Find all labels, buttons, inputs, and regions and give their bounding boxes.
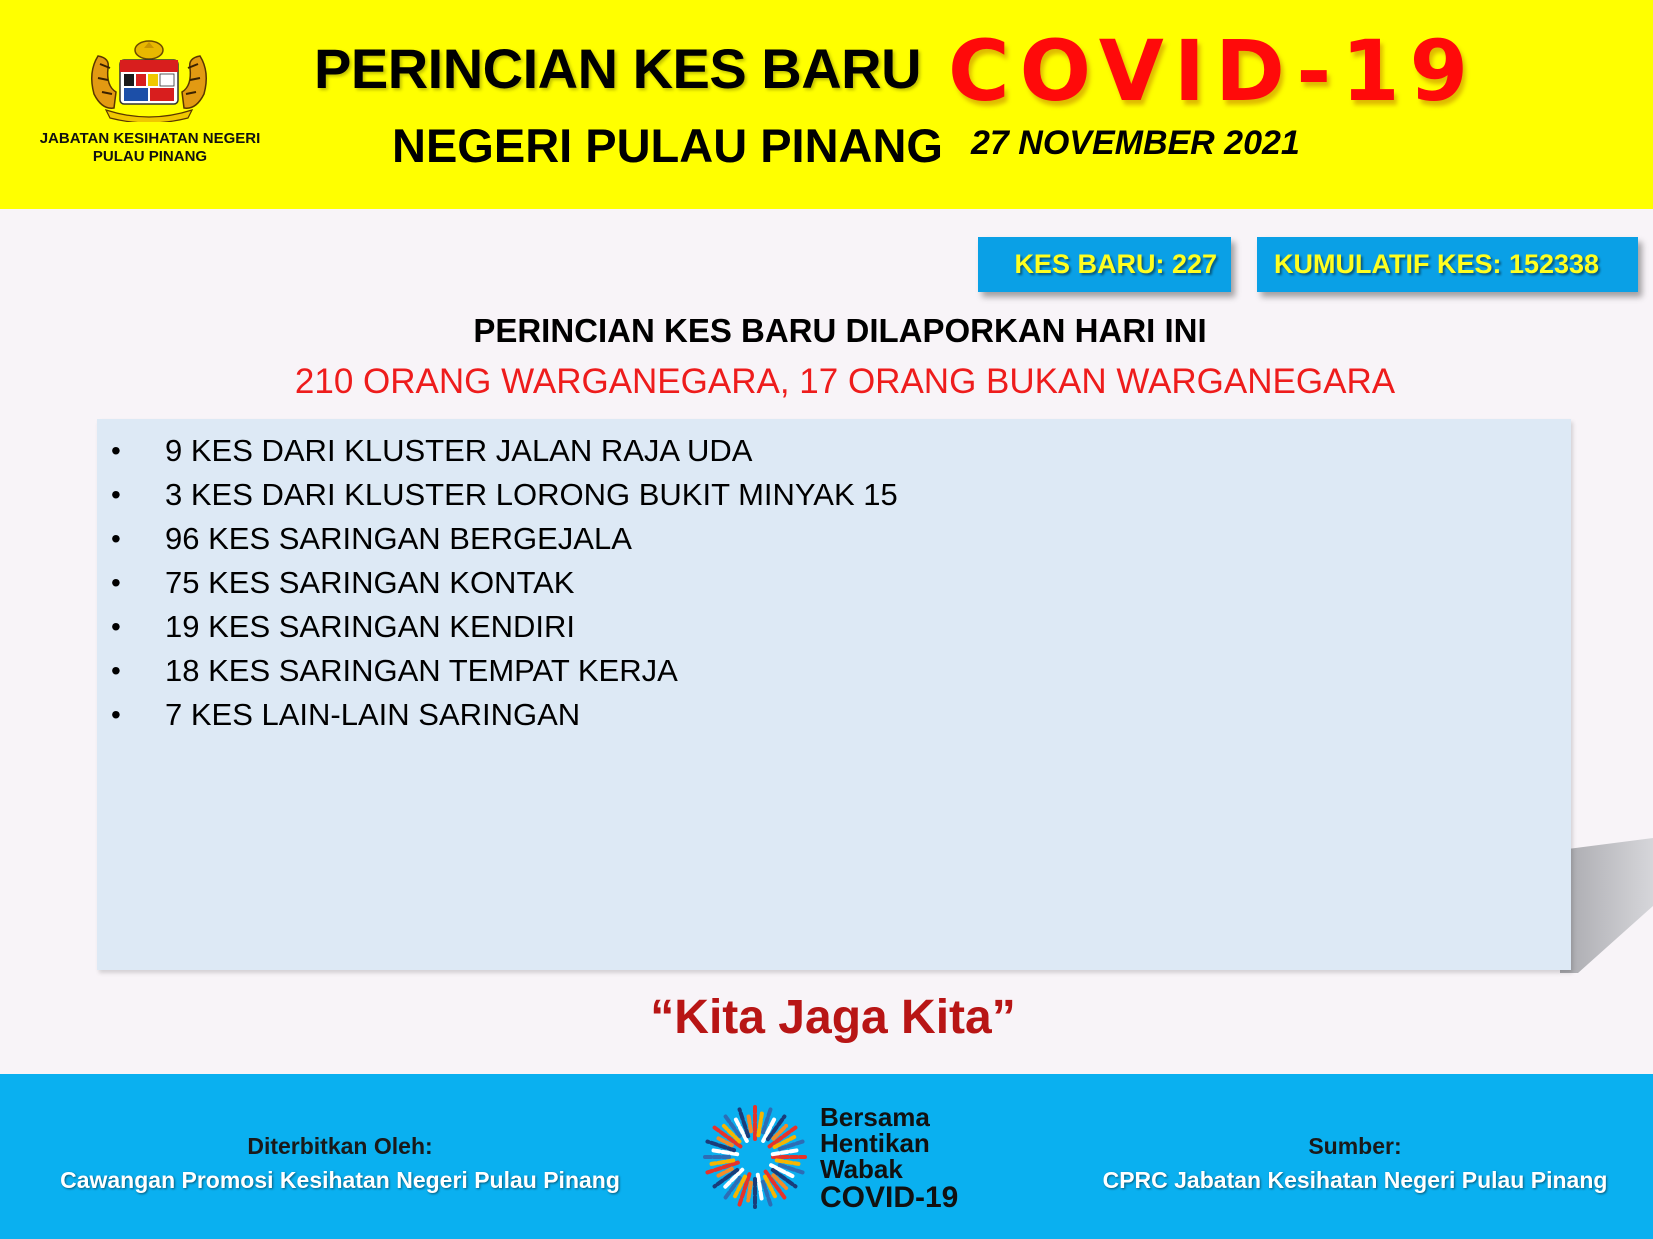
new-cases-badge	[978, 237, 1231, 292]
burst-ray	[712, 1160, 734, 1163]
cumulative-cases-text: KUMULATIF KES: 152338	[1274, 249, 1600, 279]
coat-of-arms-icon	[84, 38, 214, 122]
new-cases-text: KES BARU: 227	[1014, 249, 1217, 279]
bullet-icon: •	[111, 655, 121, 686]
department-line-1: JABATAN KESIHATAN NEGERI	[39, 130, 261, 147]
bullet-icon: •	[111, 699, 121, 730]
source-name: CPRC Jabatan Kesihatan Negeri Pulau Pinang	[1102, 1167, 1608, 1193]
department-name	[20, 130, 280, 166]
section-subtitle: 210 ORANG WARGANEGARA, 17 ORANG BUKAN WARGANEGARA	[294, 362, 1396, 401]
list-item	[97, 561, 1571, 605]
list-item	[97, 517, 1571, 561]
bullet-icon: •	[111, 611, 121, 642]
list-item	[97, 473, 1571, 517]
case-item-text: 9 KES DARI KLUSTER JALAN RAJA UDA	[165, 433, 753, 468]
bullet-icon: •	[111, 435, 121, 466]
burst-ray	[748, 1114, 751, 1132]
campaign-text	[820, 1104, 958, 1214]
publisher-name: Cawangan Promosi Kesihatan Negeri Pulau Pinang	[60, 1167, 620, 1193]
case-list	[97, 419, 1571, 737]
campaign-line-2: Hentikan	[820, 1128, 930, 1158]
campaign-line-1: Bersama	[820, 1102, 930, 1132]
campaign-line-3: Wabak	[820, 1154, 903, 1184]
case-breakdown-panel	[97, 419, 1571, 970]
list-item	[97, 429, 1571, 473]
burst-ray	[773, 1150, 799, 1154]
bullet-icon: •	[111, 567, 121, 598]
slogan: “Kita Jaga Kita”	[650, 991, 1016, 1044]
burst-ray	[758, 1175, 762, 1201]
bullet-icon: •	[111, 479, 121, 510]
source-label: Sumber:	[1308, 1133, 1402, 1159]
panel-shadow	[1560, 838, 1653, 973]
campaign-burst-icon	[700, 1098, 810, 1216]
case-item-text: 3 KES DARI KLUSTER LORONG BUKIT MINYAK 15	[165, 477, 898, 512]
case-item-text: 75 KES SARINGAN KONTAK	[165, 565, 575, 600]
case-item-text: 18 KES SARINGAN TEMPAT KERJA	[165, 653, 678, 688]
case-item-text: 7 KES LAIN-LAIN SARINGAN	[165, 697, 581, 732]
covid-label: COVID-19	[948, 22, 1479, 120]
burst-ray	[748, 1183, 751, 1201]
department-line-2: PULAU PINANG	[92, 148, 208, 165]
report-date: 27 NOVEMBER 2021	[971, 124, 1300, 162]
publisher-label: Diterbitkan Oleh:	[247, 1133, 433, 1159]
case-item-text: 96 KES SARINGAN BERGEJALA	[165, 521, 632, 556]
state-title: NEGERI PULAU PINANG	[392, 119, 943, 172]
campaign-line-4: COVID-19	[820, 1181, 959, 1214]
cumulative-cases-badge	[1257, 237, 1638, 292]
case-item-text: 19 KES SARINGAN KENDIRI	[165, 609, 576, 644]
page-title: PERINCIAN KES BARU	[314, 37, 922, 100]
list-item	[97, 693, 1571, 737]
section-title: PERINCIAN KES BARU DILAPORKAN HARI INI	[473, 312, 1207, 349]
list-item	[97, 649, 1571, 693]
list-item	[97, 605, 1571, 649]
bullet-icon: •	[111, 523, 121, 554]
